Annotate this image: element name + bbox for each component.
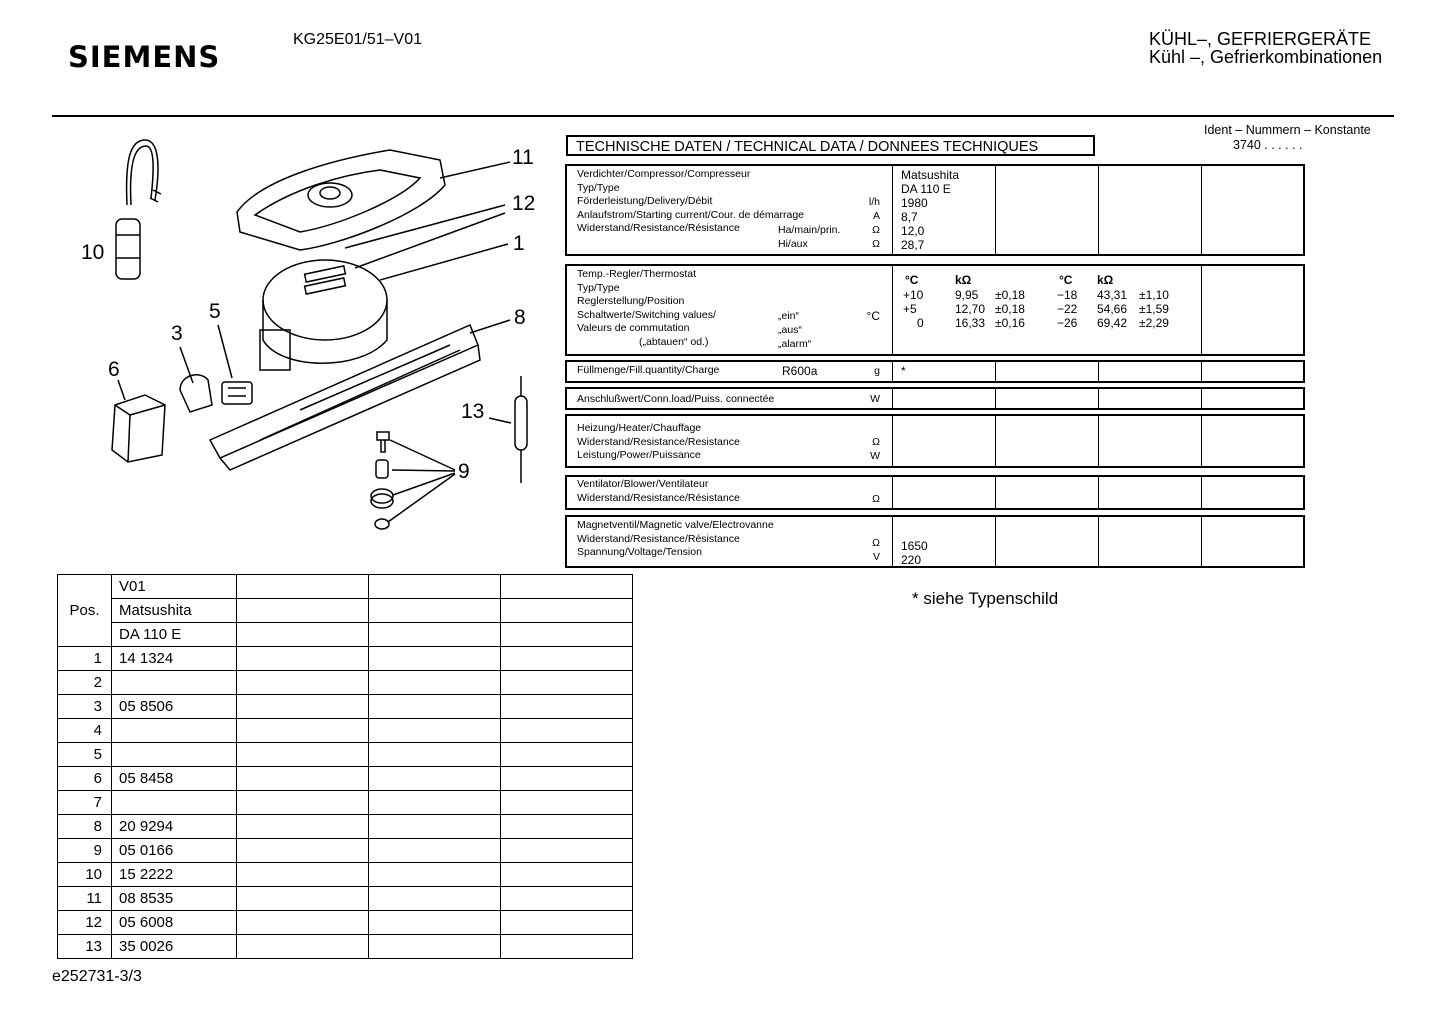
temp: 0 bbox=[917, 316, 924, 330]
empty-cell bbox=[501, 599, 633, 623]
compressor-part-drawing bbox=[260, 260, 387, 370]
empty-cell bbox=[996, 166, 1099, 254]
valve-block bbox=[565, 515, 1305, 568]
label-line: („abtauen“ od.) bbox=[639, 335, 709, 348]
tolerance: ±2,29 bbox=[1139, 316, 1169, 330]
ident-label: Ident – Nummern – Konstante bbox=[1204, 123, 1371, 137]
label-line: Reglerstellung/Position bbox=[577, 295, 685, 308]
unit: W bbox=[870, 450, 880, 462]
label-line: Widerstand/Resistance/Résistance bbox=[577, 491, 740, 504]
pos-number: 4 bbox=[58, 719, 112, 743]
part-number: 35 0026 bbox=[112, 935, 237, 959]
exploded-parts-drawing bbox=[0, 0, 560, 540]
unit: °C bbox=[866, 309, 880, 323]
empty-cell bbox=[1099, 389, 1202, 408]
valve-labels bbox=[567, 517, 893, 566]
pos-number: 8 bbox=[58, 815, 112, 839]
value: Matsushita bbox=[901, 168, 960, 182]
empty-cell bbox=[237, 623, 369, 647]
unit: Ω bbox=[872, 493, 880, 505]
callout-11: 11 bbox=[512, 146, 534, 169]
label-line: Valeurs de commutation bbox=[577, 322, 690, 335]
sublabel-aux: Hi/aux bbox=[778, 238, 808, 250]
label-line: Typ/Type bbox=[577, 181, 620, 194]
part-number bbox=[112, 743, 237, 767]
tolerance: ±1,10 bbox=[1139, 288, 1169, 302]
empty-cell bbox=[1099, 477, 1202, 508]
load-label bbox=[567, 389, 893, 408]
empty-cell bbox=[237, 599, 369, 623]
empty-cell bbox=[996, 389, 1099, 408]
cable-part-drawing bbox=[116, 140, 161, 279]
table-row bbox=[58, 911, 633, 935]
pos-number: 9 bbox=[58, 839, 112, 863]
part-number bbox=[112, 719, 237, 743]
header-cell: V01 bbox=[112, 575, 237, 599]
table-row bbox=[58, 599, 633, 623]
resistance: 43,31 bbox=[1097, 288, 1128, 302]
empty-cell bbox=[996, 517, 1099, 566]
temp: −26 bbox=[1057, 316, 1078, 330]
pos-number: 12 bbox=[58, 911, 112, 935]
label-line: Anschlußwert/Conn.load/Puiss. connectée bbox=[577, 393, 775, 405]
empty-cell bbox=[996, 416, 1099, 466]
ident-value: 3740 . . . . . . bbox=[1233, 138, 1303, 152]
resistance: 16,33 bbox=[955, 316, 986, 330]
table-row bbox=[58, 767, 633, 791]
unit: W bbox=[870, 393, 880, 405]
empty-cell bbox=[1099, 416, 1202, 466]
pos-number: 1 bbox=[58, 647, 112, 671]
thermostat-values bbox=[893, 266, 1202, 354]
heater-block bbox=[565, 414, 1305, 468]
table-row bbox=[58, 935, 633, 959]
label-line: Heizung/Heater/Chauffage bbox=[577, 422, 702, 434]
col-header: °C bbox=[1059, 273, 1073, 287]
label-line: Füllmenge/Fill.quantity/Charge bbox=[577, 364, 720, 376]
part-number: 05 8458 bbox=[112, 767, 237, 791]
technical-data-title: TECHNISCHE DATEN / TECHNICAL DATA / DONNEES TECHNIQUES bbox=[566, 135, 1095, 156]
empty-cell bbox=[1099, 166, 1202, 254]
table-row bbox=[58, 719, 633, 743]
callout-13: 13 bbox=[461, 400, 485, 423]
temp: +5 bbox=[903, 302, 917, 316]
filter-drier-part-drawing bbox=[515, 376, 527, 483]
callout-5: 5 bbox=[209, 300, 221, 323]
label-line: Leistung/Power/Puissance bbox=[577, 449, 701, 462]
table-row bbox=[58, 647, 633, 671]
resistance: 9,95 bbox=[955, 288, 979, 302]
pos-number: 3 bbox=[58, 695, 112, 719]
pos-number: 11 bbox=[58, 887, 112, 911]
part-number: 05 0166 bbox=[112, 839, 237, 863]
cover-part-drawing bbox=[237, 150, 445, 250]
temp: −22 bbox=[1057, 302, 1078, 316]
brand-logo: SIEMENS bbox=[68, 40, 221, 74]
empty-cell bbox=[1099, 362, 1202, 381]
empty-cell bbox=[501, 623, 633, 647]
charge-label bbox=[567, 362, 893, 381]
tolerance: ±1,59 bbox=[1139, 302, 1169, 316]
empty-cell bbox=[369, 575, 501, 599]
empty-cell bbox=[1099, 517, 1202, 566]
callout-1: 1 bbox=[513, 232, 525, 255]
compressor-values bbox=[893, 166, 996, 254]
pos-number: 6 bbox=[58, 767, 112, 791]
switch-off: „aus“ bbox=[778, 324, 802, 336]
compressor-labels bbox=[567, 166, 893, 254]
part-number: 05 8506 bbox=[112, 695, 237, 719]
value: 12,0 bbox=[901, 224, 925, 238]
blower-labels bbox=[567, 477, 893, 508]
header-cell: DA 110 E bbox=[112, 623, 237, 647]
model-number: KG25E01/51–V01 bbox=[293, 31, 422, 48]
unit: Ω bbox=[872, 436, 880, 448]
charge-value: * bbox=[893, 362, 996, 381]
empty-cell bbox=[996, 477, 1099, 508]
sublabel-main: Ha/main/prin. bbox=[778, 224, 841, 236]
unit: l/h bbox=[868, 196, 880, 208]
value: 8,7 bbox=[901, 210, 918, 224]
tolerance: ±0,18 bbox=[995, 302, 1025, 316]
label-line: Magnetventil/Magnetic valve/Electrovanne bbox=[577, 519, 774, 531]
unit: Ω bbox=[872, 537, 880, 549]
label-line: Widerstand/Resistance/Résistance bbox=[577, 222, 740, 235]
part-number: 20 9294 bbox=[112, 815, 237, 839]
mounting-set-part-drawing bbox=[371, 432, 393, 529]
capacitor-cover-part-drawing bbox=[112, 395, 165, 462]
pos-number: 2 bbox=[58, 671, 112, 695]
pos-number: 13 bbox=[58, 935, 112, 959]
unit: V bbox=[872, 551, 880, 563]
table-row bbox=[58, 695, 633, 719]
callout-10: 10 bbox=[81, 241, 105, 264]
empty-cell bbox=[501, 575, 633, 599]
label-line: Widerstand/Resistance/Resistance bbox=[577, 435, 740, 448]
label-line: Spannung/Voltage/Tension bbox=[577, 546, 702, 559]
value: 1650 bbox=[901, 539, 928, 553]
callout-6: 6 bbox=[108, 358, 120, 381]
pos-number: 5 bbox=[58, 743, 112, 767]
relay-part-drawing bbox=[180, 375, 252, 412]
header-cell: Matsushita bbox=[112, 599, 237, 623]
col-header: kΩ bbox=[1097, 273, 1114, 287]
table-row bbox=[58, 575, 633, 599]
label-line: Schaltwerte/Switching values/ bbox=[577, 308, 716, 321]
label-line: Anlaufstrom/Starting current/Cour. de démarrage bbox=[577, 208, 805, 221]
label-line: Typ/Type bbox=[577, 281, 620, 294]
switch-on: „ein“ bbox=[778, 310, 800, 322]
label-line: Ventilator/Blower/Ventilateur bbox=[577, 478, 709, 490]
empty-cell bbox=[996, 362, 1099, 381]
pos-number: 10 bbox=[58, 863, 112, 887]
resistance: 69,42 bbox=[1097, 316, 1128, 330]
temp: −18 bbox=[1057, 288, 1078, 302]
thermostat-block bbox=[565, 264, 1305, 356]
table-row bbox=[58, 791, 633, 815]
unit: g bbox=[874, 365, 880, 377]
label-line: Widerstand/Resistance/Résistance bbox=[577, 532, 740, 545]
load-block bbox=[565, 387, 1305, 410]
pos-number: 7 bbox=[58, 791, 112, 815]
col-header: °C bbox=[905, 273, 919, 287]
parts-table bbox=[57, 574, 633, 959]
callout-8: 8 bbox=[514, 306, 526, 329]
empty-cell bbox=[893, 416, 996, 466]
table-row bbox=[58, 839, 633, 863]
empty-cell bbox=[369, 599, 501, 623]
value: DA 110 E bbox=[901, 182, 951, 196]
value: 1980 bbox=[901, 196, 928, 210]
table-row bbox=[58, 887, 633, 911]
empty-cell bbox=[237, 575, 369, 599]
pos-header: Pos. bbox=[58, 575, 112, 647]
base-rail-part-drawing bbox=[210, 325, 480, 470]
footnote: * siehe Typenschild bbox=[912, 589, 1059, 608]
heater-labels bbox=[567, 416, 893, 466]
part-number: 05 6008 bbox=[112, 911, 237, 935]
value: 28,7 bbox=[901, 238, 925, 252]
unit: Ω bbox=[872, 224, 880, 236]
tolerance: ±0,18 bbox=[995, 288, 1025, 302]
empty-cell bbox=[893, 389, 996, 408]
charge-block bbox=[565, 360, 1305, 383]
temp: +10 bbox=[903, 288, 924, 302]
table-row bbox=[58, 815, 633, 839]
refrigerant: R600a bbox=[782, 364, 818, 378]
blower-block bbox=[565, 475, 1305, 510]
label-line: Verdichter/Compressor/Compresseur bbox=[577, 168, 751, 180]
part-number bbox=[112, 791, 237, 815]
part-number: 14 1324 bbox=[112, 647, 237, 671]
callout-9: 9 bbox=[458, 460, 470, 483]
callout-12: 12 bbox=[512, 192, 536, 215]
table-row bbox=[58, 743, 633, 767]
resistance: 12,70 bbox=[955, 302, 986, 316]
label-line: Temp.-Regler/Thermostat bbox=[577, 268, 697, 280]
unit: Ω bbox=[872, 238, 880, 250]
category-title: KÜHL–, GEFRIERGERÄTE bbox=[1149, 29, 1372, 49]
value: 220 bbox=[901, 553, 922, 567]
label-line: Förderleistung/Delivery/Débit bbox=[577, 195, 713, 208]
empty-cell bbox=[893, 477, 996, 508]
callout-3: 3 bbox=[171, 322, 183, 345]
table-row bbox=[58, 863, 633, 887]
empty-cell bbox=[369, 623, 501, 647]
table-row bbox=[58, 623, 633, 647]
part-number: 08 8535 bbox=[112, 887, 237, 911]
valve-values bbox=[893, 517, 996, 566]
compressor-block bbox=[565, 164, 1305, 256]
category-subtitle: Kühl –, Gefrierkombinationen bbox=[1149, 47, 1383, 67]
switch-alarm: „alarm“ bbox=[778, 338, 812, 350]
thermostat-labels bbox=[567, 266, 893, 354]
col-header: kΩ bbox=[955, 273, 972, 287]
part-number bbox=[112, 671, 237, 695]
document-id: e252731-3/3 bbox=[52, 968, 142, 985]
resistance: 54,66 bbox=[1097, 302, 1128, 316]
table-row bbox=[58, 671, 633, 695]
unit: A bbox=[872, 210, 880, 222]
part-number: 15 2222 bbox=[112, 863, 237, 887]
tolerance: ±0,16 bbox=[995, 316, 1025, 330]
